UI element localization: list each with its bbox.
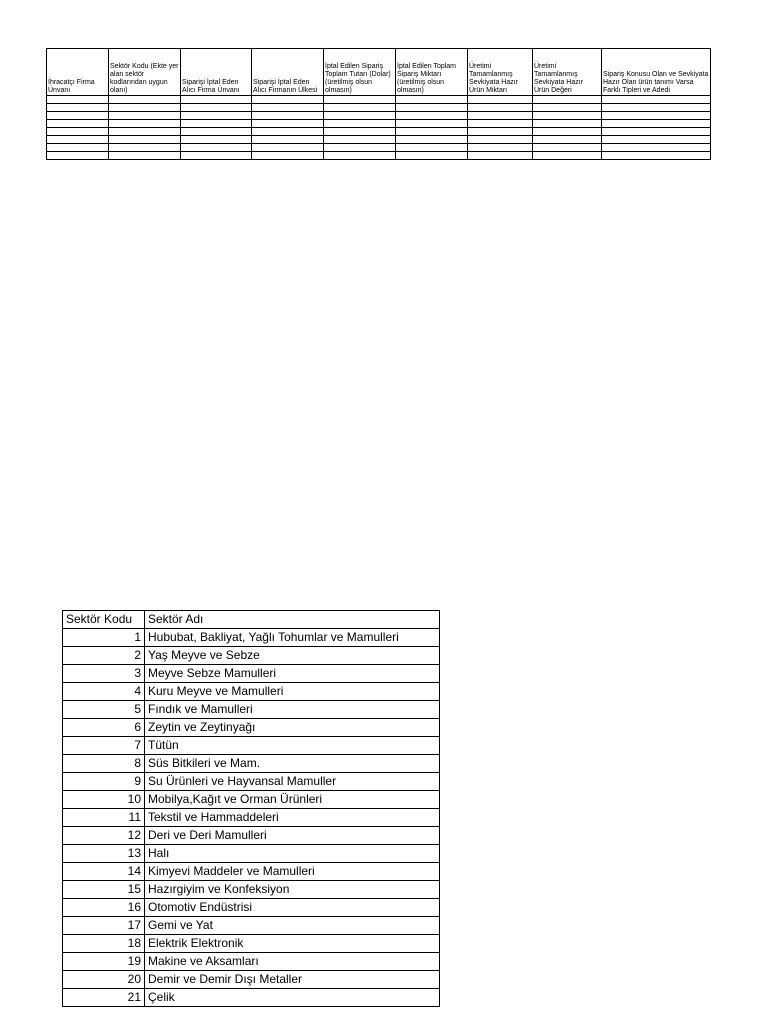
form-blank-cell[interactable] bbox=[533, 152, 602, 160]
form-blank-cell[interactable] bbox=[252, 128, 324, 136]
sector-code: 7 bbox=[63, 737, 145, 755]
sector-name: Su Ürünleri ve Hayvansal Mamuller bbox=[145, 773, 440, 791]
form-header-row bbox=[47, 49, 711, 96]
form-blank-cell[interactable] bbox=[468, 152, 533, 160]
sector-code: 21 bbox=[63, 989, 145, 1007]
form-blank-cell[interactable] bbox=[109, 128, 181, 136]
form-blank-cell[interactable] bbox=[396, 152, 468, 160]
form-blank-cell[interactable] bbox=[468, 128, 533, 136]
form-blank-cell[interactable] bbox=[47, 112, 109, 120]
form-blank-cell[interactable] bbox=[533, 136, 602, 144]
sector-row bbox=[63, 917, 440, 935]
sector-name: Makine ve Aksamları bbox=[145, 953, 440, 971]
form-blank-cell[interactable] bbox=[181, 120, 252, 128]
form-blank-cell[interactable] bbox=[602, 112, 711, 120]
sector-row bbox=[63, 971, 440, 989]
form-blank-cell[interactable] bbox=[47, 96, 109, 104]
sector-code: 2 bbox=[63, 647, 145, 665]
form-blank-cell[interactable] bbox=[468, 96, 533, 104]
header-ready-value: Üretimi Tamamlanmış Sevkiyata Hazır Ürün Değeri bbox=[533, 49, 602, 96]
header-cancelled-total-amount: İptal Edilen Sipariş Toplam Tutarı (Dolar) (üretilmiş olsun olmasın) bbox=[324, 49, 396, 96]
form-blank-cell[interactable] bbox=[109, 104, 181, 112]
sector-code-table bbox=[62, 610, 440, 1007]
form-blank-cell[interactable] bbox=[533, 112, 602, 120]
form-blank-cell[interactable] bbox=[602, 96, 711, 104]
sector-table-header-row bbox=[63, 611, 440, 629]
sector-row bbox=[63, 665, 440, 683]
form-blank-cell[interactable] bbox=[324, 96, 396, 104]
form-blank-cell[interactable] bbox=[47, 104, 109, 112]
form-blank-cell[interactable] bbox=[181, 96, 252, 104]
sector-row bbox=[63, 989, 440, 1007]
form-blank-cell[interactable] bbox=[468, 136, 533, 144]
form-blank-row bbox=[47, 128, 711, 136]
form-blank-cell[interactable] bbox=[533, 104, 602, 112]
form-blank-cell[interactable] bbox=[252, 96, 324, 104]
order-cancellation-form-table bbox=[46, 48, 711, 160]
form-blank-cell[interactable] bbox=[47, 152, 109, 160]
sector-row bbox=[63, 647, 440, 665]
form-blank-cell[interactable] bbox=[533, 96, 602, 104]
sector-name: Hububat, Bakliyat, Yağlı Tohumlar ve Mamulleri bbox=[145, 629, 440, 647]
sector-name: Kimyevi Maddeler ve Mamulleri bbox=[145, 863, 440, 881]
form-blank-cell[interactable] bbox=[533, 128, 602, 136]
form-blank-cell[interactable] bbox=[396, 96, 468, 104]
sector-name-header: Sektör Adı bbox=[145, 611, 440, 629]
sector-row bbox=[63, 863, 440, 881]
sector-name: Deri ve Deri Mamulleri bbox=[145, 827, 440, 845]
sector-code: 11 bbox=[63, 809, 145, 827]
sector-name: Otomotiv Endüstrisi bbox=[145, 899, 440, 917]
form-blank-cell[interactable] bbox=[252, 152, 324, 160]
sector-code: 19 bbox=[63, 953, 145, 971]
form-blank-row bbox=[47, 120, 711, 128]
form-blank-cell[interactable] bbox=[181, 112, 252, 120]
form-blank-cell[interactable] bbox=[109, 96, 181, 104]
form-blank-cell[interactable] bbox=[47, 136, 109, 144]
form-blank-cell[interactable] bbox=[252, 136, 324, 144]
form-blank-cell[interactable] bbox=[602, 120, 711, 128]
sector-name: Fındık ve Mamulleri bbox=[145, 701, 440, 719]
sector-name: Zeytin ve Zeytinyağı bbox=[145, 719, 440, 737]
form-blank-cell[interactable] bbox=[396, 136, 468, 144]
sector-row bbox=[63, 953, 440, 971]
sector-row bbox=[63, 791, 440, 809]
sector-code: 4 bbox=[63, 683, 145, 701]
sector-code: 13 bbox=[63, 845, 145, 863]
sector-name: Süs Bitkileri ve Mam. bbox=[145, 755, 440, 773]
form-blank-cell[interactable] bbox=[324, 136, 396, 144]
sector-name: Gemi ve Yat bbox=[145, 917, 440, 935]
sector-code: 16 bbox=[63, 899, 145, 917]
sector-row bbox=[63, 881, 440, 899]
sector-row bbox=[63, 827, 440, 845]
form-blank-cell[interactable] bbox=[252, 120, 324, 128]
form-blank-cell[interactable] bbox=[602, 152, 711, 160]
form-blank-cell[interactable] bbox=[324, 144, 396, 152]
form-blank-cell[interactable] bbox=[533, 120, 602, 128]
sector-code: 3 bbox=[63, 665, 145, 683]
sector-row bbox=[63, 629, 440, 647]
sector-row bbox=[63, 773, 440, 791]
sector-row bbox=[63, 755, 440, 773]
sector-code: 17 bbox=[63, 917, 145, 935]
sector-name: Elektrik Elektronik bbox=[145, 935, 440, 953]
form-blank-cell[interactable] bbox=[468, 120, 533, 128]
sector-row bbox=[63, 719, 440, 737]
header-sector-code: Sektör Kodu (Ekte yer alan sektör kodlarından uygun olanı) bbox=[109, 49, 181, 96]
form-blank-cell[interactable] bbox=[324, 104, 396, 112]
sector-row bbox=[63, 809, 440, 827]
sector-name: Çelik bbox=[145, 989, 440, 1007]
form-blank-cell[interactable] bbox=[602, 136, 711, 144]
header-product-definition: Sipariş Konusu Olan ve Sevkiyata Hazır Olan ürün tanımı Varsa Farklı Tipleri ve Adedi bbox=[602, 49, 711, 96]
form-blank-cell[interactable] bbox=[109, 112, 181, 120]
form-blank-row bbox=[47, 112, 711, 120]
form-blank-cell[interactable] bbox=[47, 144, 109, 152]
form-blank-cell[interactable] bbox=[324, 120, 396, 128]
form-blank-row bbox=[47, 96, 711, 104]
sector-name: Meyve Sebze Mamulleri bbox=[145, 665, 440, 683]
form-blank-cell[interactable] bbox=[468, 144, 533, 152]
sector-name: Demir ve Demir Dışı Metaller bbox=[145, 971, 440, 989]
form-blank-cell[interactable] bbox=[181, 136, 252, 144]
form-blank-cell[interactable] bbox=[324, 152, 396, 160]
form-blank-cell[interactable] bbox=[324, 112, 396, 120]
form-blank-cell[interactable] bbox=[181, 128, 252, 136]
header-ready-quantity: Üretimi Tamamlanmış Sevkiyata Hazır Ürün Miktarı bbox=[468, 49, 533, 96]
form-blank-cell[interactable] bbox=[252, 104, 324, 112]
form-blank-cell[interactable] bbox=[533, 144, 602, 152]
form-blank-cell[interactable] bbox=[396, 128, 468, 136]
form-blank-cell[interactable] bbox=[47, 128, 109, 136]
form-blank-cell[interactable] bbox=[252, 112, 324, 120]
sector-code: 6 bbox=[63, 719, 145, 737]
sector-row bbox=[63, 935, 440, 953]
form-blank-cell[interactable] bbox=[252, 144, 324, 152]
header-buyer-name: Siparişi İptal Eden Alıcı Firma Ünvanı bbox=[181, 49, 252, 96]
form-blank-cell[interactable] bbox=[396, 144, 468, 152]
form-blank-cell[interactable] bbox=[396, 120, 468, 128]
form-blank-cell[interactable] bbox=[602, 144, 711, 152]
form-blank-cell[interactable] bbox=[468, 112, 533, 120]
sector-name: Halı bbox=[145, 845, 440, 863]
form-blank-cell[interactable] bbox=[602, 128, 711, 136]
sector-row bbox=[63, 899, 440, 917]
sector-row bbox=[63, 701, 440, 719]
sector-code: 9 bbox=[63, 773, 145, 791]
sector-row bbox=[63, 683, 440, 701]
form-blank-cell[interactable] bbox=[181, 152, 252, 160]
sector-name: Mobilya,Kağıt ve Orman Ürünleri bbox=[145, 791, 440, 809]
form-blank-row bbox=[47, 144, 711, 152]
form-blank-row bbox=[47, 152, 711, 160]
sector-name: Tütün bbox=[145, 737, 440, 755]
sector-code: 12 bbox=[63, 827, 145, 845]
sector-code: 1 bbox=[63, 629, 145, 647]
sector-code: 8 bbox=[63, 755, 145, 773]
header-cancelled-total-quantity: İptal Edilen Toplam Sipariş Miktarı (üretilmiş olsun olmasın) bbox=[396, 49, 468, 96]
sector-code: 18 bbox=[63, 935, 145, 953]
form-blank-cell[interactable] bbox=[181, 144, 252, 152]
sector-name: Hazırgiyim ve Konfeksiyon bbox=[145, 881, 440, 899]
sector-row bbox=[63, 737, 440, 755]
sector-name: Kuru Meyve ve Mamulleri bbox=[145, 683, 440, 701]
sector-code: 15 bbox=[63, 881, 145, 899]
sector-row bbox=[63, 845, 440, 863]
form-blank-cell[interactable] bbox=[468, 104, 533, 112]
form-blank-cell[interactable] bbox=[109, 152, 181, 160]
sector-code: 20 bbox=[63, 971, 145, 989]
sector-code: 14 bbox=[63, 863, 145, 881]
form-blank-row bbox=[47, 136, 711, 144]
sector-code: 5 bbox=[63, 701, 145, 719]
header-exporter-name: İhracatçı Firma Ünvanı bbox=[47, 49, 109, 96]
form-blank-cell[interactable] bbox=[396, 112, 468, 120]
form-blank-cell[interactable] bbox=[109, 136, 181, 144]
sector-name: Tekstil ve Hammaddeleri bbox=[145, 809, 440, 827]
header-buyer-country: Siparişi İptal Eden Alıcı Firmanın Ülkesi bbox=[252, 49, 324, 96]
form-blank-cell[interactable] bbox=[324, 128, 396, 136]
form-blank-cell[interactable] bbox=[602, 104, 711, 112]
form-blank-row bbox=[47, 104, 711, 112]
form-blank-cell[interactable] bbox=[109, 120, 181, 128]
form-blank-cell[interactable] bbox=[109, 144, 181, 152]
sector-code: 10 bbox=[63, 791, 145, 809]
form-blank-cell[interactable] bbox=[47, 120, 109, 128]
sector-code-header: Sektör Kodu bbox=[63, 611, 145, 629]
sector-name: Yaş Meyve ve Sebze bbox=[145, 647, 440, 665]
form-blank-cell[interactable] bbox=[396, 104, 468, 112]
form-blank-cell[interactable] bbox=[181, 104, 252, 112]
